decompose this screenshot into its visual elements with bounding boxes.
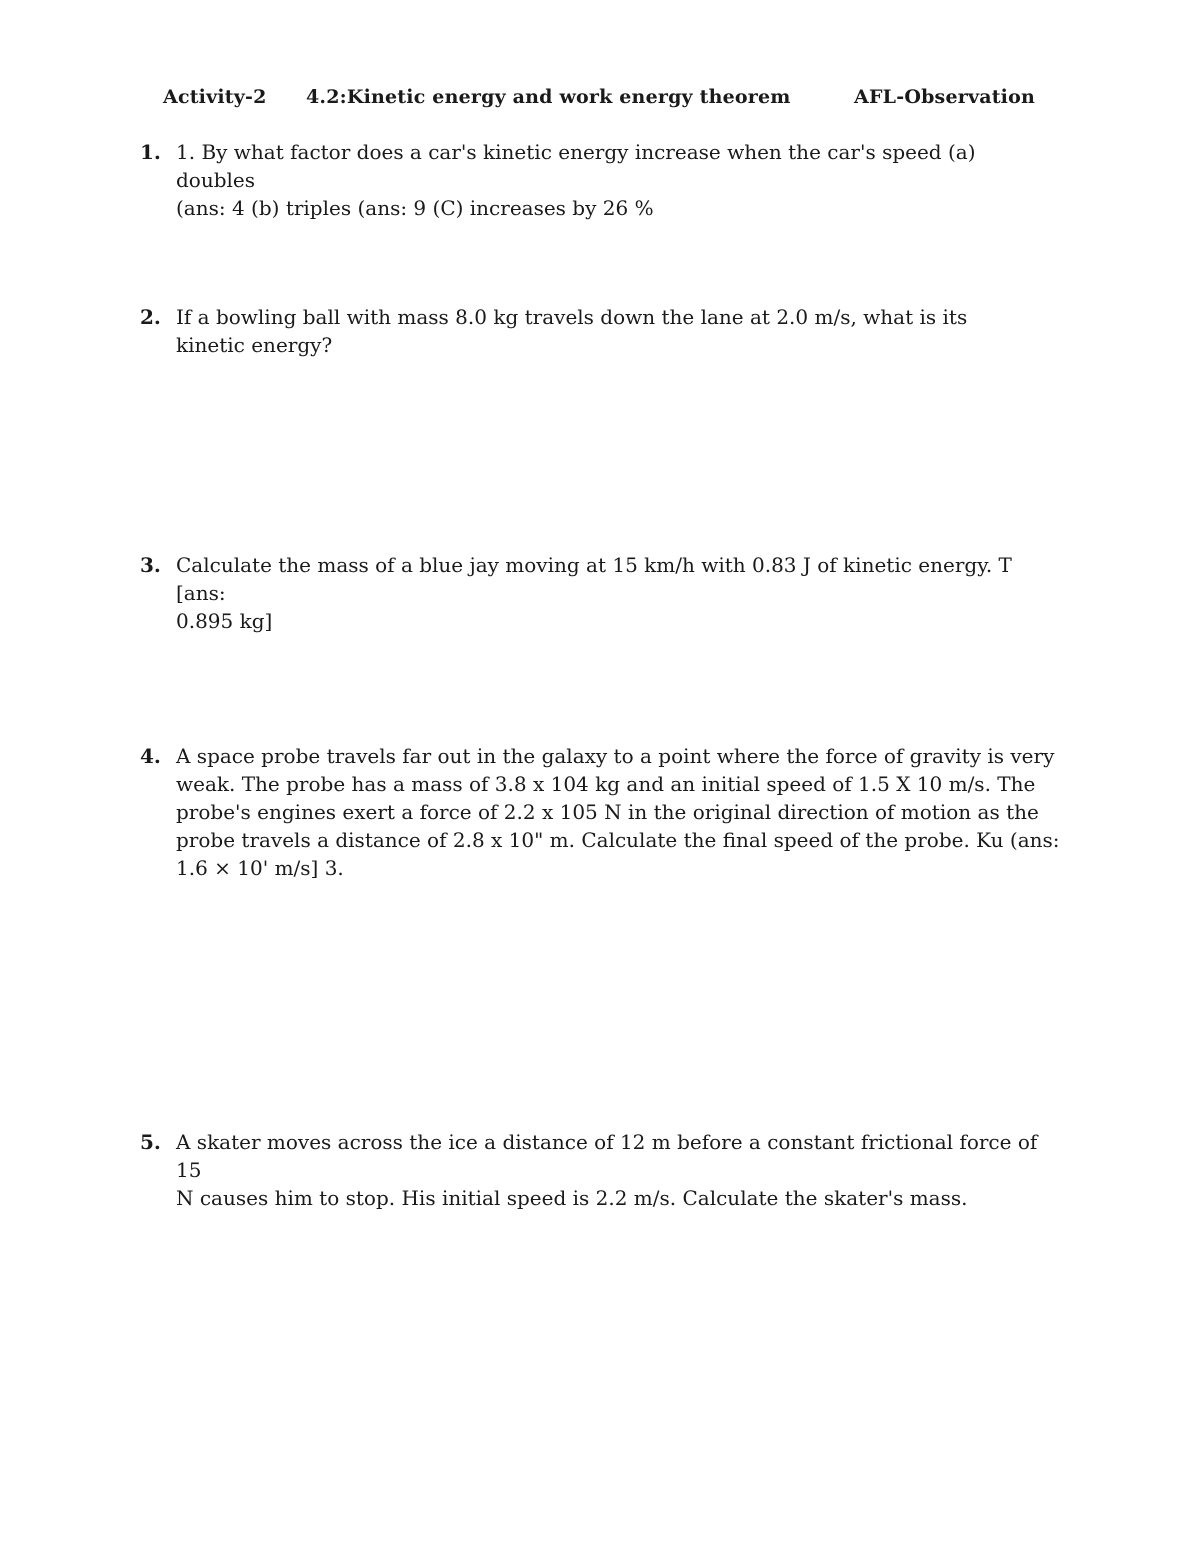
worksheet-header bbox=[163, 86, 1043, 114]
question-text: A skater moves across the ice a distance of 12 m before a constant frictional force of 15 N causes him to stop. His initial speed is 2.2 m/s. Calculate the skater's mass. bbox=[176, 1130, 1038, 1210]
question-number: 1. bbox=[140, 140, 161, 164]
question-text: A space probe travels far out in the galaxy to a point where the force of gravity is very weak. The probe has a mass of 3.8 x 104 kg and an initial speed of 1.5 X 10 m/s. The probe's engines exert a force of 2.2 x 105 N in the original direction of motion as the probe travels a distance of 2.8 x 10" m. Calculate the final speed of the probe. Ku (ans: 1.6 × 10' m/s] 3. bbox=[176, 744, 1060, 880]
question-number: 4. bbox=[140, 744, 161, 768]
question-number: 3. bbox=[140, 553, 161, 577]
question-text: If a bowling ball with mass 8.0 kg travels down the lane at 2.0 m/s, what is its kinetic energy? bbox=[176, 305, 968, 357]
question-text: Calculate the mass of a blue jay moving at 15 km/h with 0.83 J of kinetic energy. T [ans: 0.895 kg] bbox=[176, 553, 1012, 633]
question-2 bbox=[140, 303, 1060, 359]
worksheet-title: 4.2:Kinetic energy and work energy theorem bbox=[306, 86, 791, 108]
question-5 bbox=[140, 1128, 1060, 1212]
question-number: 2. bbox=[140, 305, 161, 329]
question-4 bbox=[140, 742, 1060, 882]
question-3 bbox=[140, 551, 1060, 635]
activity-label: Activity-2 bbox=[163, 86, 267, 108]
assessment-type-label: AFL-Observation bbox=[854, 86, 1035, 108]
question-1 bbox=[140, 138, 1060, 222]
question-number: 5. bbox=[140, 1130, 161, 1154]
question-text: 1. By what factor does a car's kinetic energy increase when the car's speed (a) doubles (ans: 4 (b) triples (ans: 9 (C) increases by 26 % bbox=[176, 140, 976, 220]
